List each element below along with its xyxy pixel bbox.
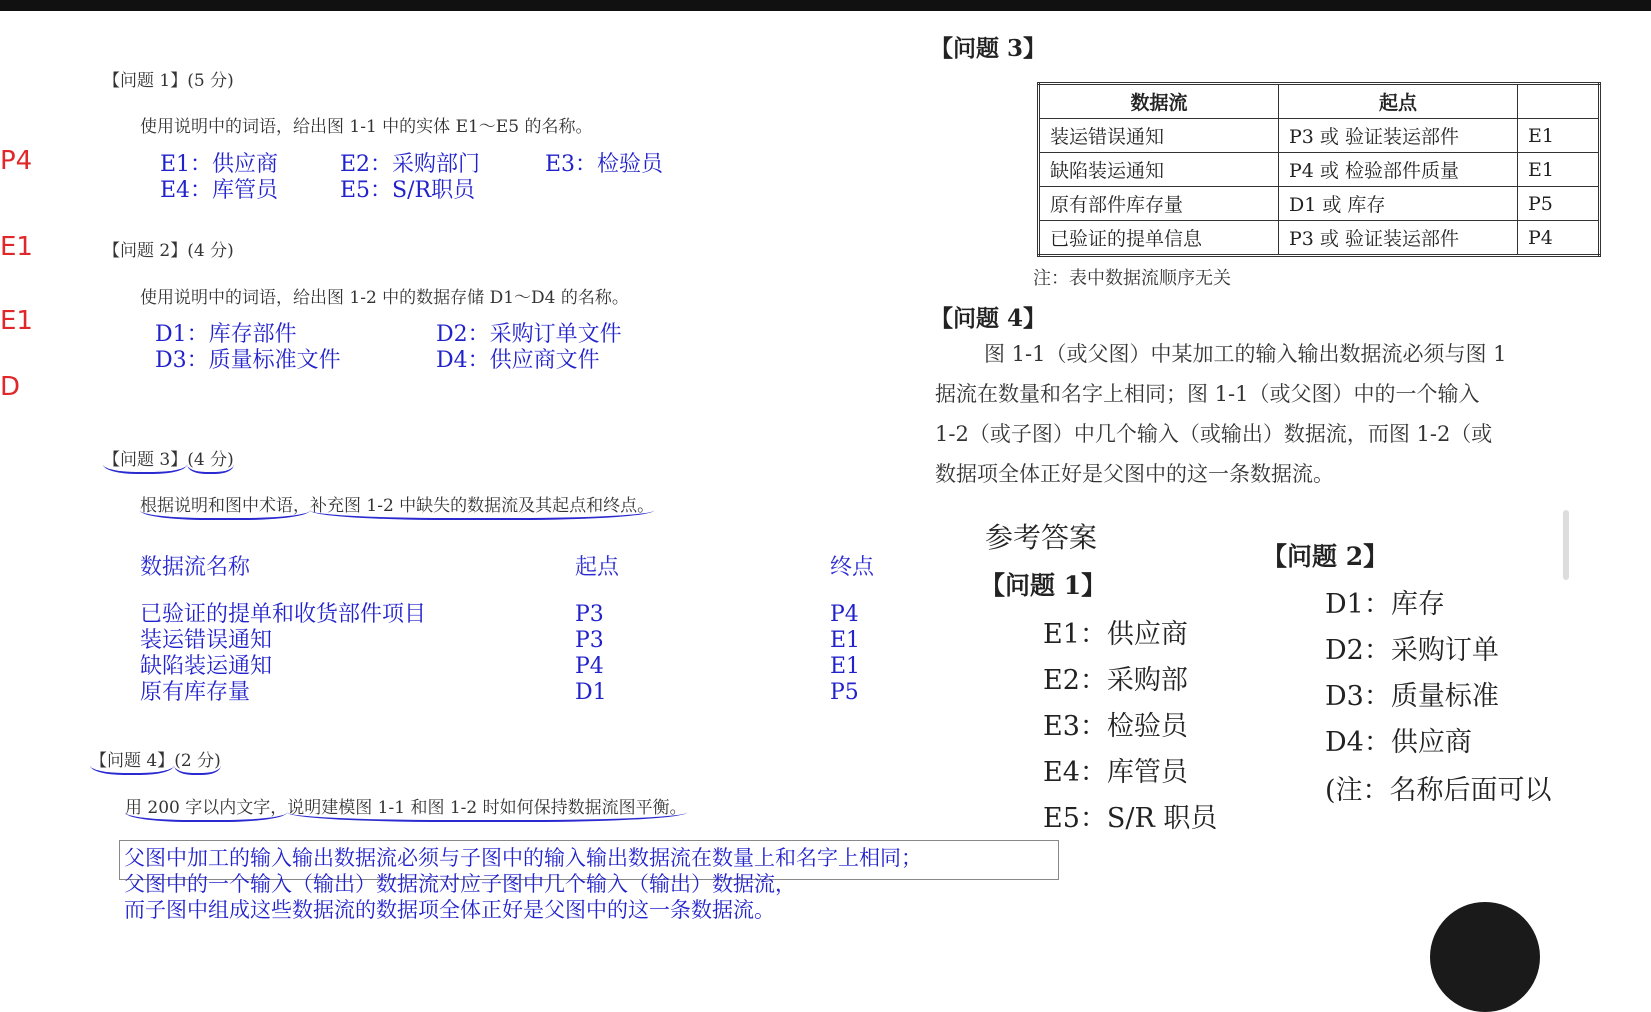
q1-answer-e2: E2：采购部门 <box>340 152 481 177</box>
q1-answer-e5: E5：S/R职员 <box>340 178 476 203</box>
reference-q1-title: 【问题 1】 <box>980 571 1107 600</box>
table-row <box>1039 221 1600 256</box>
reference-q2-d2: D2：采购订单 <box>1325 635 1499 666</box>
reference-q2-d3: D3：质量标准 <box>1325 681 1499 712</box>
right-q3-cell: 装运错误通知 <box>1039 119 1279 153</box>
right-q3-cell: 缺陷装运通知 <box>1039 153 1279 187</box>
right-q3-cell: P5 <box>1518 187 1600 221</box>
right-q4-line-2: 据流在数量和名字上相同；图 1-1（或父图）中的一个输入 <box>935 382 1480 406</box>
q3-row-3-flow: 缺陷装运通知 <box>140 654 273 679</box>
q3-header-end: 终点 <box>830 555 875 580</box>
right-q3-note: 注：表中数据流顺序无关 <box>1033 268 1231 289</box>
q4-title <box>90 746 221 771</box>
right-q3-cell: P4 <box>1518 221 1600 256</box>
q2-answer-d1: D1：库存部件 <box>155 322 297 347</box>
q4-answer-line-1: 父图中加工的输入输出数据流必须与子图中的输入输出数据流在数量上和名字上相同； <box>124 846 922 870</box>
q1-answer-e1: E1：供应商 <box>160 152 279 177</box>
reference-q1-e5: E5：S/R 职员 <box>1043 803 1218 834</box>
q3-row-4-flow: 原有库存量 <box>140 680 251 705</box>
q2-title: 【问题 2】(4 分) <box>103 241 234 261</box>
presenter-avatar <box>1430 902 1540 1012</box>
q3-row-4-end: P5 <box>830 680 859 705</box>
q1-instruction: 使用说明中的词语，给出图 1-1 中的实体 E1～E5 的名称。 <box>140 117 593 137</box>
q3-row-3-end: E1 <box>830 654 861 679</box>
right-q4-line-4: 数据项全体正好是父图中的这一条数据流。 <box>935 462 1334 486</box>
q4-answer-line-2: 父图中的一个输入（输出）数据流对应子图中几个输入（输出）数据流， <box>124 872 796 896</box>
q3-header-start: 起点 <box>575 555 620 580</box>
right-q3-table <box>1037 82 1601 257</box>
right-q3-cell: E1 <box>1518 119 1600 153</box>
right-q3-header-flow: 数据流 <box>1039 84 1279 119</box>
table-row <box>1039 153 1600 187</box>
q4-title-points: (2 分) <box>174 751 220 775</box>
q3-row-3-start: P4 <box>575 654 604 679</box>
q4-instruction-part2: 说明建模图 1-1 和图 1-2 时如何保持数据流图平衡。 <box>287 798 686 822</box>
right-q3-header-start: 起点 <box>1279 84 1518 119</box>
q3-row-2-flow: 装运错误通知 <box>140 628 273 653</box>
q3-instruction-part2: 补充图 1-2 中缺失的数据流及其起点和终点。 <box>310 496 654 520</box>
q3-row-1-start: P3 <box>575 602 604 627</box>
q3-title-main: 【问题 3】 <box>103 450 187 474</box>
q2-answer-d3: D3：质量标准文件 <box>155 348 341 373</box>
q3-row-4-start: D1 <box>575 680 607 705</box>
right-q4-line-3: 1-2（或子图）中几个输入（或输出）数据流，而图 1-2（或 <box>935 422 1493 446</box>
q3-header-flow: 数据流名称 <box>140 555 251 580</box>
q3-row-1-flow: 已验证的提单和收货部件项目 <box>140 602 427 627</box>
q3-instruction-part1: 根据说明和图中术语， <box>140 496 310 520</box>
right-q3-table-wrap <box>1037 82 1651 257</box>
margin-mark-e1-b: E1 <box>0 306 33 336</box>
right-q3-cell: E1 <box>1518 153 1600 187</box>
right-q3-cell: 原有部件库存量 <box>1039 187 1279 221</box>
q3-row-2-end: E1 <box>830 628 861 653</box>
reference-q1-e3: E3：检验员 <box>1043 711 1188 742</box>
q4-instruction-part1: 用 200 字以内文字， <box>125 798 287 822</box>
scrollbar-handle[interactable] <box>1563 510 1569 580</box>
q2-instruction: 使用说明中的词语，给出图 1-2 中的数据存储 D1～D4 的名称。 <box>140 288 629 308</box>
q1-answer-e3: E3：检验员 <box>545 152 664 177</box>
right-q3-header-end <box>1518 84 1600 119</box>
right-q3-cell: D1 或 库存 <box>1279 187 1518 221</box>
right-q4-line-1: 图 1-1（或父图）中某加工的输入输出数据流必须与图 1 <box>984 342 1507 366</box>
reference-q2-title: 【问题 2】 <box>1262 542 1389 571</box>
q4-instruction <box>125 793 687 818</box>
reference-q2-d4: D4：供应商 <box>1325 727 1472 758</box>
right-q3-cell: P4 或 检验部件质量 <box>1279 153 1518 187</box>
reference-q1-e1: E1：供应商 <box>1043 619 1188 650</box>
q3-row-1-end: P4 <box>830 602 859 627</box>
q3-title-points: (4 分) <box>187 450 233 474</box>
q4-title-main: 【问题 4】 <box>90 751 174 775</box>
margin-mark-e1-a: E1 <box>0 232 33 262</box>
table-row <box>1039 119 1600 153</box>
right-q3-cell: P3 或 验证装运部件 <box>1279 119 1518 153</box>
margin-mark-p4: P4 <box>0 146 33 176</box>
reference-title: 参考答案 <box>985 521 1098 554</box>
q3-instruction <box>140 491 654 516</box>
right-q4-title: 【问题 4】 <box>930 305 1047 332</box>
q1-answer-e4: E4：库管员 <box>160 178 279 203</box>
right-q3-title: 【问题 3】 <box>930 35 1047 62</box>
q2-answer-d2: D2：采购订单文件 <box>436 322 622 347</box>
q3-title <box>103 445 234 470</box>
reference-q2-note: (注：名称后面可以 <box>1325 775 1552 806</box>
reference-q1-e4: E4：库管员 <box>1043 757 1188 788</box>
right-q3-cell: P3 或 验证装运部件 <box>1279 221 1518 256</box>
video-top-bar <box>0 0 1651 11</box>
q3-row-2-start: P3 <box>575 628 604 653</box>
q2-answer-d4: D4：供应商文件 <box>436 348 600 373</box>
reference-q2-d1: D1：库存 <box>1325 589 1445 620</box>
reference-q1-e2: E2：采购部 <box>1043 665 1188 696</box>
table-row <box>1039 187 1600 221</box>
right-q3-cell: 已验证的提单信息 <box>1039 221 1279 256</box>
margin-mark-d: D <box>0 372 21 402</box>
q1-title: 【问题 1】(5 分) <box>103 71 234 91</box>
q4-answer-line-3: 而子图中组成这些数据流的数据项全体正好是父图中的这一条数据流。 <box>124 898 775 922</box>
